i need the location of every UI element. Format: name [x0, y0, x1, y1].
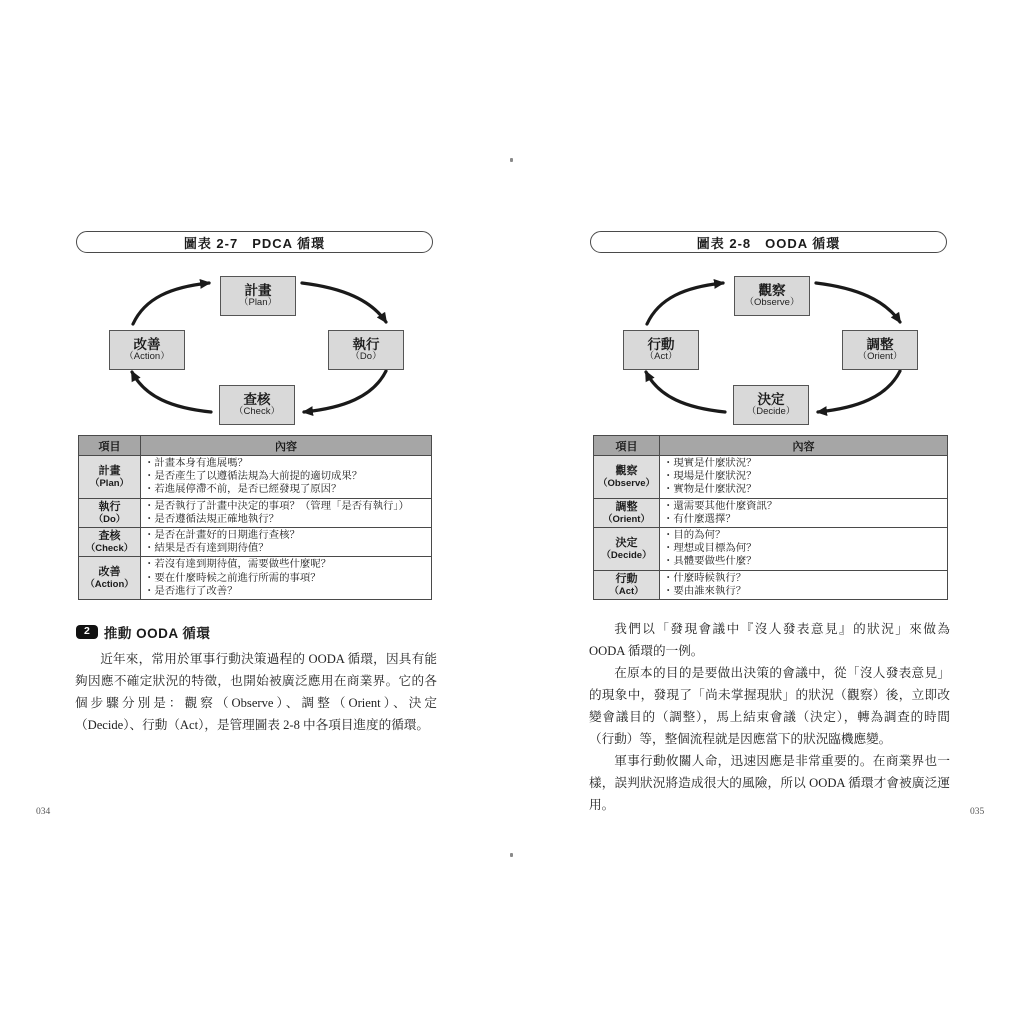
node-sublabel: （Act）: [644, 351, 678, 363]
cycle-node-action: [109, 330, 185, 370]
node-sublabel: （Decide）: [746, 406, 796, 418]
arrow-left-to-top: [133, 283, 209, 324]
node-label: 決定: [757, 391, 785, 407]
content-line: ・目的為何？: [663, 530, 726, 542]
cycle-node-decide: [733, 385, 809, 425]
arrow-top-to-right: [302, 283, 386, 322]
table-header-row: [594, 436, 948, 456]
node-sublabel: （Do）: [350, 351, 382, 363]
right-body-text: [589, 618, 950, 816]
content-line: ・要在什麼時候之前進行所需的事項？: [144, 572, 321, 584]
section-heading: [76, 622, 210, 642]
col-header-content: 內容: [141, 436, 432, 456]
table-row: [594, 528, 948, 571]
row-label: 查核: [98, 529, 121, 542]
row-sublabel: （Act）: [609, 585, 644, 597]
row-sublabel: （Decide）: [601, 549, 652, 561]
page-number-left: 034: [36, 807, 51, 817]
arrow-right-to-bottom: [304, 371, 386, 412]
node-label: 計畫: [244, 282, 272, 298]
col-header-item: 項目: [79, 436, 141, 456]
paragraph: 我們以「發現會議中『沒人發表意見』的狀況」來做為 OODA 循環的一例。: [589, 622, 950, 658]
content-line: ・有什麼選擇？: [663, 513, 736, 525]
row-sublabel: （Plan）: [89, 477, 130, 489]
figure-title-pdca: 圖表 2-7 PDCA 循環: [76, 231, 433, 253]
paragraph: 近年來，常用於軍事行動決策過程的 OODA 循環，因具有能夠因應不確定狀況的特徵，也開始被廣泛應用在商業界。它的各個步驟分別是：觀察（Observe）、調整（Orient）、決定（Decide）、行動（Act），是管理圖表 2-8 中各項目進度的循環。: [75, 652, 437, 732]
col-header-item: 項目: [594, 436, 660, 456]
row-label: 執行: [98, 500, 121, 513]
arrow-bottom-to-left: [132, 372, 211, 412]
node-label: 觀察: [758, 282, 786, 298]
content-line: ・現實是什麼狀況？: [663, 458, 757, 469]
content-line: ・是否產生了以遵循法規為大前提的適切成果？: [144, 471, 363, 483]
cycle-node-plan: [220, 276, 296, 316]
content-line: ・還需要其他什麼資訊？: [663, 500, 778, 512]
table-header-row: [79, 436, 432, 456]
row-sublabel: （Action）: [85, 579, 134, 591]
ooda-cycle-diagram: [589, 258, 946, 435]
node-label: 行動: [647, 336, 675, 352]
content-line: ・結果是否有達到期待值？: [144, 543, 269, 555]
paragraph: 軍事行動攸關人命，迅速因應是非常重要的。在商業界也一樣，誤判狀況將造成很大的風險，所以 OODA 循環才會被廣泛運用。: [589, 754, 950, 812]
section-number-badge: 2: [76, 625, 98, 639]
section-title: 推動 OODA 循環: [103, 626, 211, 641]
page-number-right: 035: [970, 807, 985, 817]
cycle-node-do: [328, 330, 404, 370]
content-line: ・要由誰來執行？: [663, 585, 747, 597]
content-line: ・理想或目標為何？: [663, 543, 757, 555]
ooda-table: [593, 435, 948, 600]
row-label: 改善: [98, 565, 121, 578]
pdca-table: [78, 435, 432, 600]
content-line: ・是否執行了計畫中決定的事項？（管理「是否有執行」）: [144, 500, 409, 512]
table-row: [79, 557, 432, 600]
node-sublabel: （Plan）: [238, 297, 277, 309]
fold-mark-top: [510, 158, 513, 162]
content-line: ・是否在計畫好的日期進行查核？: [144, 530, 300, 542]
pdca-cycle-diagram: [75, 258, 432, 435]
content-line: ・具體要做些什麼？: [663, 556, 757, 568]
table-row: [594, 570, 948, 599]
col-header-content: 內容: [660, 436, 948, 456]
cycle-node-orient: [842, 330, 918, 370]
row-sublabel: （Orient）: [603, 513, 650, 525]
arrow-right-to-bottom: [818, 371, 900, 412]
row-label: 觀察: [615, 464, 638, 477]
row-sublabel: （Do）: [93, 513, 126, 525]
arrow-bottom-to-left: [646, 372, 725, 412]
cycle-node-check: [219, 385, 295, 425]
row-label: 行動: [615, 572, 638, 585]
arrow-top-to-right: [816, 283, 900, 322]
node-sublabel: （Action）: [124, 351, 170, 363]
row-sublabel: （Observe）: [597, 477, 656, 489]
table-row: [79, 528, 432, 557]
content-line: ・若進展停滯不前，是否已經發現了原因？: [144, 484, 342, 496]
row-label: 決定: [615, 536, 638, 549]
content-line: ・什麼時候執行？: [663, 572, 747, 584]
row-label: 計畫: [98, 464, 121, 477]
row-label: 調整: [615, 500, 638, 513]
content-line: ・是否遵循法規正確地執行？: [144, 513, 280, 525]
paragraph: 在原本的目的是要做出決策的會議中，從「沒人發表意見」的現象中，發現了「尚未掌握現狀」的狀況（觀察）後，立即改變會議目的（調整），馬上結束會議（決定），轉為調查的時間（行動）等，整個流程就是因應當下的狀況臨機應變。: [589, 666, 950, 746]
table-row: [594, 456, 948, 499]
content-line: ・實物是什麼狀況？: [663, 484, 757, 496]
table-row: [79, 456, 432, 499]
node-label: 執行: [352, 336, 380, 352]
node-label: 調整: [866, 336, 894, 352]
cycle-node-observe: [734, 276, 810, 316]
node-sublabel: （Observe）: [744, 297, 800, 309]
cycle-node-act: [623, 330, 699, 370]
fold-mark-bottom: [510, 853, 513, 857]
content-line: ・計畫本身有進展嗎？: [144, 458, 248, 469]
table-row: [79, 498, 432, 527]
arrow-left-to-top: [647, 283, 723, 324]
row-sublabel: （Check）: [85, 543, 134, 555]
content-line: ・現場是什麼狀況？: [663, 471, 757, 483]
node-label: 改善: [133, 336, 161, 352]
node-sublabel: （Check）: [234, 406, 280, 418]
figure-title-ooda: 圖表 2-8 OODA 循環: [590, 231, 947, 253]
table-row: [594, 498, 948, 527]
node-label: 查核: [243, 391, 271, 407]
content-line: ・是否進行了改善？: [144, 585, 238, 597]
node-sublabel: （Orient）: [857, 351, 903, 363]
left-body-text: [75, 648, 437, 736]
content-line: ・若沒有達到期待值，需要做些什麼呢？: [144, 559, 332, 571]
